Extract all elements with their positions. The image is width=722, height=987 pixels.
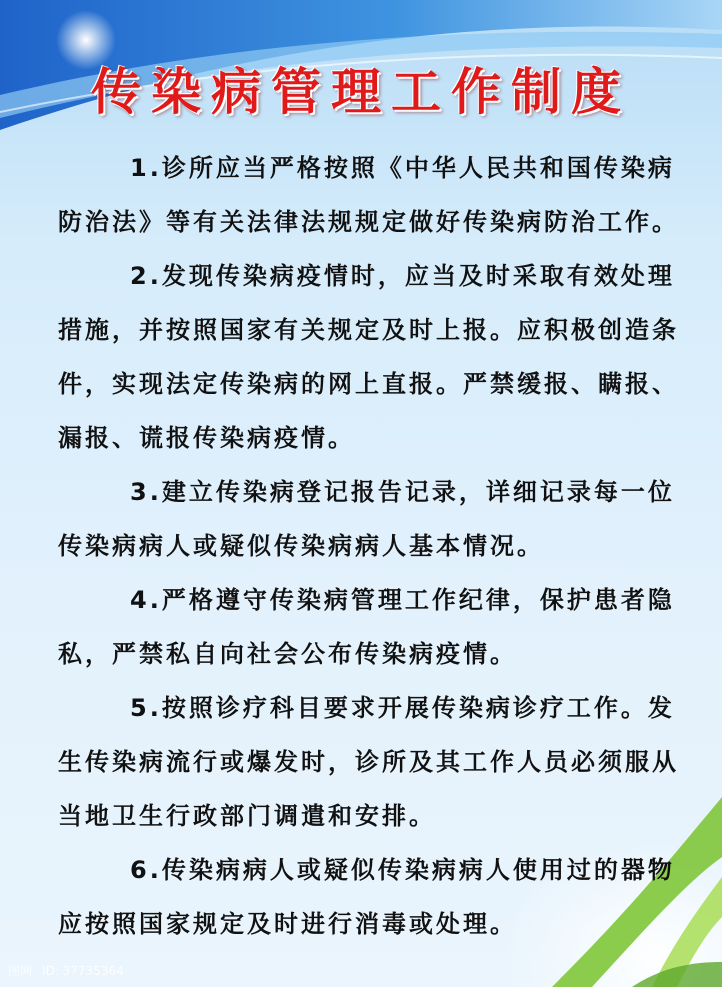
watermark xyxy=(8,962,124,979)
page-title: 传染病管理工作制度 xyxy=(91,62,631,121)
clause-5: 5.按照诊疗科目要求开展传染病诊疗工作。发生传染病流行或爆发时，诊所及其工作人员必须服从当地卫生行政部门调遣和安排。 xyxy=(58,694,679,830)
clause-4: 4.严格遵守传染病管理工作纪律，保护患者隐私，严禁私自向社会公布传染病疫情。 xyxy=(58,586,675,668)
clause-6: 6.传染病病人或疑似传染病病人使用过的器物应按照国家规定及时进行消毒或处理。 xyxy=(58,856,675,938)
regulation-list xyxy=(58,141,700,951)
watermark-site: 图网 xyxy=(8,964,33,978)
clause-1: 1.诊所应当严格按照《中华人民共和国传染病防治法》等有关法律法规规定做好传染病防治工作。 xyxy=(58,154,679,236)
clause-2: 2.发现传染病疫情时，应当及时采取有效处理措施，并按照国家有关规定及时上报。应积极创造条件，实现法定传染病的网上直报。严禁缓报、瞒报、漏报、谎报传染病疫情。 xyxy=(58,262,679,452)
watermark-id: ID: 37735364 xyxy=(42,964,124,978)
clause-3: 3.建立传染病登记报告记录，详细记录每一位传染病病人或疑似传染病病人基本情况。 xyxy=(58,478,675,560)
